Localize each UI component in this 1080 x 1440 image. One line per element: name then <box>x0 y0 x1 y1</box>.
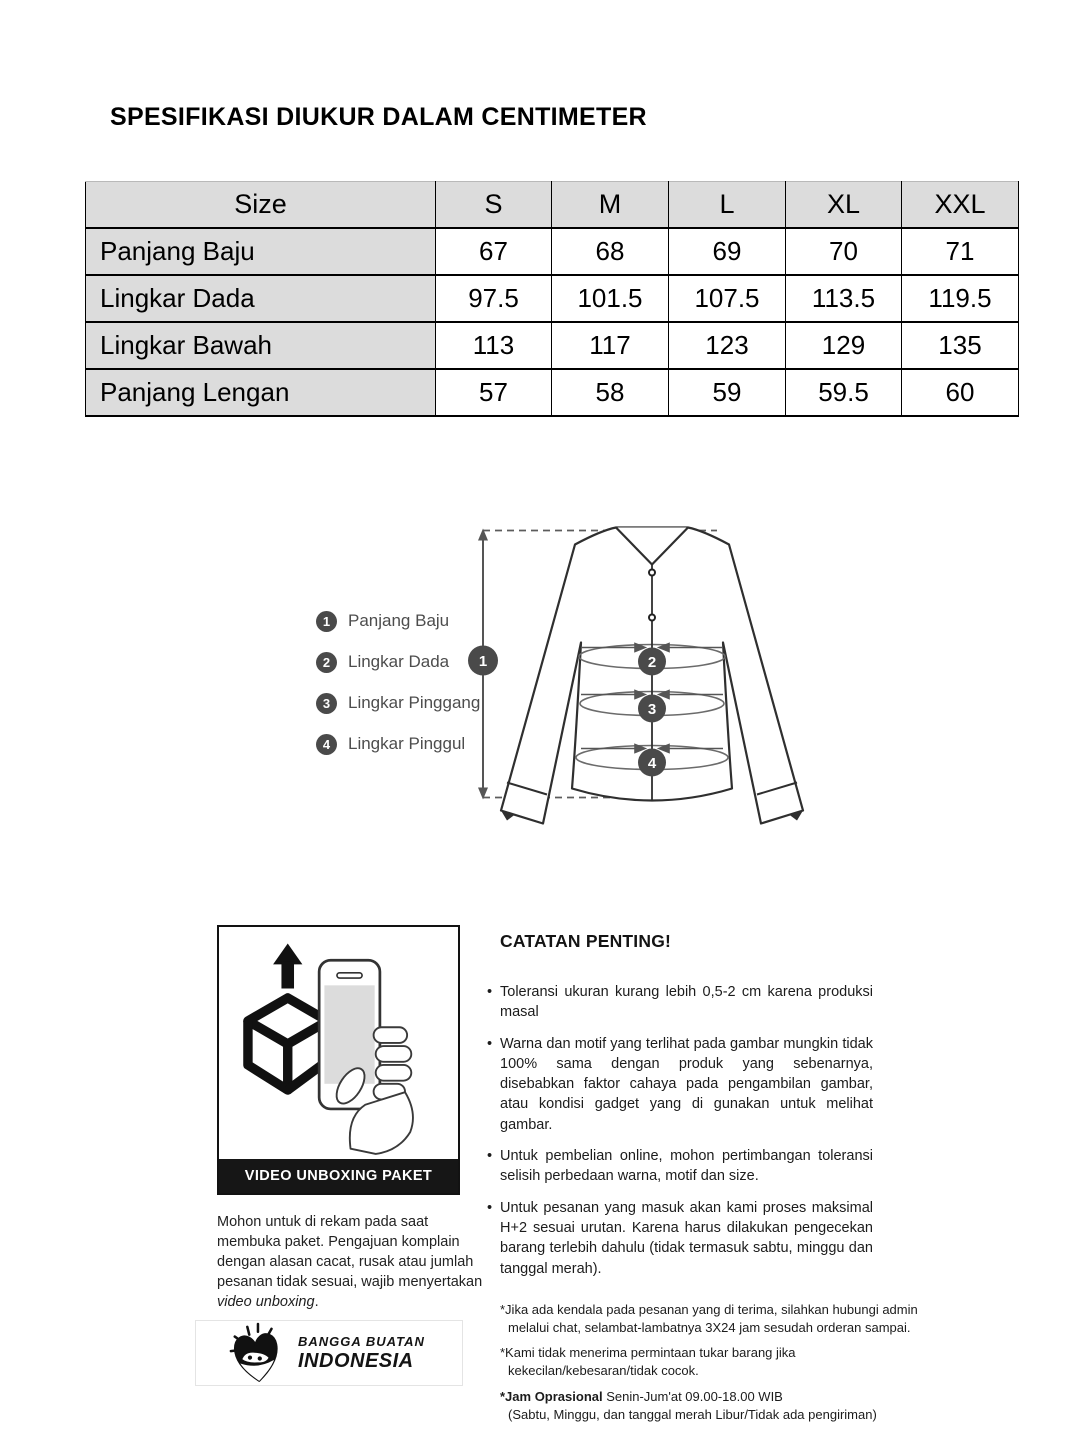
size-table-header-cell: L <box>669 182 786 229</box>
legend-label: Lingkar Dada <box>348 652 450 671</box>
legend-label: Panjang Baju <box>348 611 450 630</box>
heart-rays-logo-icon <box>228 1321 286 1385</box>
footnote-bold: *Jam Oprasional <box>500 1388 603 1404</box>
list-item: • Untuk pesanan yang masuk akan kami proses maksimal H+2 sesuai urutan. Karena harus dilakukan pengecekan barang terlebih dahulu (tidak termasuk sabtu, minggu dan tanggal merah). <box>487 1198 873 1279</box>
legend-number-badge: 2 <box>316 652 337 673</box>
table-row <box>86 369 1019 416</box>
size-value: 60 <box>902 369 1019 416</box>
table-row <box>86 322 1019 369</box>
row-label: Lingkar Dada <box>86 275 436 322</box>
size-value: 113.5 <box>786 275 902 322</box>
unboxing-note-text: Mohon untuk di rekam pada saat membuka paket. Pengajuan komplain dengan alasan cacat, rusak atau jumlah pesanan tidak sesuai, wajib menyertakan <box>217 1214 483 1290</box>
size-table <box>85 181 1019 417</box>
measurement-diagram <box>0 515 1080 873</box>
unboxing-panel <box>217 925 460 1195</box>
diagram-marker-1: 1 <box>478 653 488 670</box>
bangga-buatan-indonesia-logo <box>195 1320 463 1386</box>
size-value: 117 <box>552 322 669 369</box>
row-label: Lingkar Bawah <box>86 322 436 369</box>
logo-text <box>298 1334 425 1373</box>
page-title: SPESIFIKASI DIUKUR DALAM CENTIMETER <box>110 102 647 131</box>
notes-heading: CATATAN PENTING! <box>500 931 672 951</box>
size-table-header-cell: XL <box>786 182 902 229</box>
logo-line2: INDONESIA <box>298 1349 414 1372</box>
size-value: 68 <box>552 228 669 275</box>
table-row <box>86 228 1019 275</box>
footnote: (Sabtu, Minggu, dan tanggal merah Libur/Tidak ada pengiriman) <box>508 1406 877 1422</box>
size-value: 107.5 <box>669 275 786 322</box>
footnote: *Kami tidak menerima permintaan tukar barang jika kekecilan/kebesaran/tidak cocok. <box>500 1345 796 1379</box>
size-value: 123 <box>669 322 786 369</box>
phone-recording-box-icon <box>233 933 443 1155</box>
size-value: 59 <box>669 369 786 416</box>
size-value: 69 <box>669 228 786 275</box>
diagram-marker-3: 3 <box>647 701 657 718</box>
notes-bullet-list <box>487 982 873 1279</box>
list-item: • Toleransi ukuran kurang lebih 0,5-2 cm karena produksi masal <box>487 982 873 1023</box>
size-table-header-cell: M <box>552 182 669 229</box>
diagram-marker-4: 4 <box>647 755 657 772</box>
size-value: 101.5 <box>552 275 669 322</box>
legend-number-badge: 3 <box>316 693 337 714</box>
size-value: 59.5 <box>786 369 902 416</box>
list-item: • Warna dan motif yang terlihat pada gambar mungkin tidak 100% sama dengan produk yang sebenarnya, disebabkan faktor cahaya pada pengambilan gambar, atau kondisi gadget yang di gunakan untuk melihat gambar. <box>487 1034 873 1135</box>
row-label: Panjang Lengan <box>86 369 436 416</box>
footnote <box>500 1388 920 1406</box>
size-value: 67 <box>436 228 552 275</box>
size-value: 119.5 <box>902 275 1019 322</box>
size-table-header-cell: S <box>436 182 552 229</box>
footnotes <box>500 1301 920 1424</box>
unboxing-note <box>217 1212 489 1312</box>
row-label: Panjang Baju <box>86 228 436 275</box>
size-value: 58 <box>552 369 669 416</box>
unboxing-note-italic: video unboxing <box>217 1294 315 1310</box>
size-value: 113 <box>436 322 552 369</box>
size-table-header-cell: XXL <box>902 182 1019 229</box>
size-value: 71 <box>902 228 1019 275</box>
unboxing-note-end: . <box>314 1294 319 1310</box>
size-value: 135 <box>902 322 1019 369</box>
footnote-rest: Senin-Jum'at 09.00-18.00 WIB <box>602 1388 783 1404</box>
size-value: 97.5 <box>436 275 552 322</box>
table-row <box>86 275 1019 322</box>
legend-label: Lingkar Pinggang <box>348 693 481 712</box>
legend-number-badge: 4 <box>316 734 337 755</box>
important-notes <box>487 931 923 1424</box>
legend-label: Lingkar Pinggul <box>348 734 466 753</box>
diagram-marker-2: 2 <box>647 654 657 671</box>
size-table-header-cell: Size <box>86 182 436 229</box>
size-table-header-row <box>86 182 1019 229</box>
unboxing-banner: VIDEO UNBOXING PAKET <box>219 1159 458 1193</box>
size-value: 57 <box>436 369 552 416</box>
logo-line1: BANGGA BUATAN <box>298 1333 425 1349</box>
list-item: • Untuk pembelian online, mohon pertimbangan toleransi selisih perbedaan warna, motif dan size. <box>487 1146 873 1187</box>
size-value: 129 <box>786 322 902 369</box>
legend-number-badge: 1 <box>316 611 337 632</box>
size-value: 70 <box>786 228 902 275</box>
shirt-diagram-icon <box>455 518 825 868</box>
footnote: *Jika ada kendala pada pesanan yang di terima, silahkan hubungi admin melalui chat, selambat-lambatnya 3X24 jam sesudah orderan sampai. <box>500 1301 918 1336</box>
